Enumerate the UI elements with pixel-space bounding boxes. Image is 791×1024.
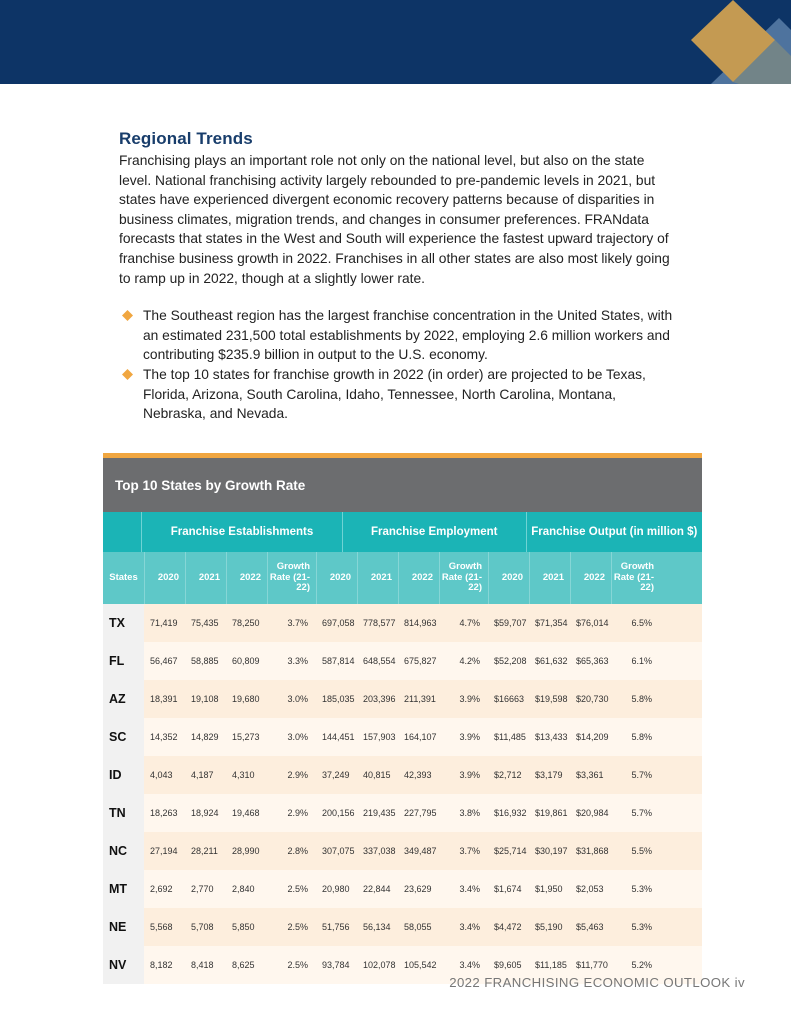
table-cell-value: 19,468 — [232, 808, 260, 818]
table-row — [103, 756, 702, 794]
table-cell-growth: 5.8% — [631, 732, 652, 742]
column-header-2021: 2021 — [529, 552, 570, 604]
table-row — [103, 870, 702, 908]
table-cell-value: $65,363 — [576, 656, 609, 666]
table-cell-value: 307,075 — [322, 846, 355, 856]
table-cell-value: 75,435 — [191, 618, 219, 628]
table-cell-value: $19,861 — [535, 808, 568, 818]
state-code: NC — [103, 832, 144, 870]
table-cell-value: 28,990 — [232, 846, 260, 856]
table-cell-growth: 5.7% — [631, 808, 652, 818]
table-cell-value: 58,055 — [404, 922, 432, 932]
state-code: NE — [103, 908, 144, 946]
table-cell-value: 18,391 — [150, 694, 178, 704]
table-title: Top 10 States by Growth Rate — [103, 458, 702, 512]
column-header-2020: 2020 — [488, 552, 529, 604]
table-cell-growth: 4.7% — [459, 618, 480, 628]
table-cell-growth: 3.7% — [459, 846, 480, 856]
table-cell-value: 814,963 — [404, 618, 437, 628]
table-cell-value: 164,107 — [404, 732, 437, 742]
table-cell-value: 200,156 — [322, 808, 355, 818]
table-cell-value: 203,396 — [363, 694, 396, 704]
table-cell-value: $59,707 — [494, 618, 527, 628]
state-code: MT — [103, 870, 144, 908]
table-cell-growth: 3.9% — [459, 770, 480, 780]
table-cell-growth: 4.2% — [459, 656, 480, 666]
table-row — [103, 642, 702, 680]
table-cell-value: 185,035 — [322, 694, 355, 704]
column-header-2021: 2021 — [357, 552, 398, 604]
state-code: FL — [103, 642, 144, 680]
growth-table — [103, 453, 702, 984]
bullet-text: The Southeast region has the largest franchise concentration in the United States, with an estimated 231,500 total establishments by 2022, employing 2.6 million workers and contributing $235.9 billion in output to the U.S. economy. — [143, 308, 673, 363]
table-cell-growth: 2.9% — [287, 808, 308, 818]
table-cell-growth: 3.9% — [459, 732, 480, 742]
table-cell-growth: 2.5% — [287, 922, 308, 932]
column-header-2020: 2020 — [144, 552, 185, 604]
table-cell-growth: 3.0% — [287, 732, 308, 742]
bullet-list — [119, 306, 679, 424]
table-cell-growth: 2.9% — [287, 770, 308, 780]
table-cell-value: 23,629 — [404, 884, 432, 894]
column-header-2022: 2022 — [570, 552, 611, 604]
table-cell-value: $14,209 — [576, 732, 609, 742]
intro-paragraph: Franchising plays an important role not only on the national level, but also on the state level. National franchising activity largely rebounded to pre-pandemic levels in 2021, but states have experienced divergent economic recovery patterns because of disparities in business climates, migration trends, and changes in consumer preferences. FRANdata forecasts that states in the West and South will experience the fastest upward trajectory of franchise business growth in 2022. Franchises in all other states are also most likely going to ramp up in 2022, though at a slightly lower rate. — [119, 153, 670, 286]
table-cell-growth: 5.8% — [631, 694, 652, 704]
bullet-item — [119, 306, 679, 365]
table-row — [103, 908, 702, 946]
table-cell-value: $4,472 — [494, 922, 522, 932]
table-cell-value: $1,950 — [535, 884, 563, 894]
table-cell-value: 2,692 — [150, 884, 173, 894]
column-header-2021: 2021 — [185, 552, 226, 604]
table-cell-value: 14,829 — [191, 732, 219, 742]
column-header-growth-rate: Growth Rate (21-22) — [267, 552, 316, 604]
table-cell-value: 14,352 — [150, 732, 178, 742]
table-cell-value: 2,770 — [191, 884, 214, 894]
table-cell-value: 22,844 — [363, 884, 391, 894]
table-cell-value: 60,809 — [232, 656, 260, 666]
table-cell-value: 93,784 — [322, 960, 350, 970]
table-cell-value: 8,182 — [150, 960, 173, 970]
table-cell-value: 58,885 — [191, 656, 219, 666]
article-body — [119, 128, 679, 424]
table-cell-value: $52,208 — [494, 656, 527, 666]
table-cell-value: 71,419 — [150, 618, 178, 628]
table-cell-growth: 6.1% — [631, 656, 652, 666]
table-cell-value: $61,632 — [535, 656, 568, 666]
diamond-decoration-icon — [621, 0, 791, 84]
table-cell-value: 102,078 — [363, 960, 396, 970]
table-cell-value: $25,714 — [494, 846, 527, 856]
table-cell-value: 648,554 — [363, 656, 396, 666]
table-cell-value: $9,605 — [494, 960, 522, 970]
state-code: AZ — [103, 680, 144, 718]
table-cell-growth: 3.9% — [459, 694, 480, 704]
table-cell-value: 697,058 — [322, 618, 355, 628]
table-cell-value: 20,980 — [322, 884, 350, 894]
table-cell-value: 227,795 — [404, 808, 437, 818]
table-cell-value: 5,568 — [150, 922, 173, 932]
column-header-2022: 2022 — [398, 552, 439, 604]
table-cell-value: $20,984 — [576, 808, 609, 818]
table-cell-value: 42,393 — [404, 770, 432, 780]
table-cell-value: 144,451 — [322, 732, 355, 742]
table-cell-growth: 3.8% — [459, 808, 480, 818]
table-cell-value: 337,038 — [363, 846, 396, 856]
table-cell-value: 18,924 — [191, 808, 219, 818]
section-title: Regional Trends — [119, 129, 253, 148]
state-code: SC — [103, 718, 144, 756]
table-cell-value: 5,708 — [191, 922, 214, 932]
table-cell-value: 40,815 — [363, 770, 391, 780]
table-cell-value: $16,932 — [494, 808, 527, 818]
table-cell-growth: 2.5% — [287, 884, 308, 894]
state-code: TN — [103, 794, 144, 832]
column-header-states: States — [109, 571, 138, 583]
group-header-row — [103, 512, 702, 552]
table-cell-value: $5,463 — [576, 922, 604, 932]
table-cell-value: $2,053 — [576, 884, 604, 894]
table-cell-growth: 3.0% — [287, 694, 308, 704]
table-cell-value: $3,361 — [576, 770, 604, 780]
table-cell-growth: 6.5% — [631, 618, 652, 628]
table-cell-growth: 3.4% — [459, 960, 480, 970]
table-cell-value: $2,712 — [494, 770, 522, 780]
table-cell-growth: 2.5% — [287, 960, 308, 970]
table-cell-value: 28,211 — [191, 846, 218, 856]
table-cell-value: 19,108 — [191, 694, 219, 704]
table-cell-value: $5,190 — [535, 922, 563, 932]
table-row — [103, 794, 702, 832]
table-cell-value: 56,134 — [363, 922, 391, 932]
table-cell-growth: 2.8% — [287, 846, 308, 856]
table-body — [103, 604, 702, 984]
table-cell-value: 37,249 — [322, 770, 350, 780]
table-row — [103, 604, 702, 642]
table-row — [103, 718, 702, 756]
diamond-bullet-icon — [122, 310, 133, 321]
table-cell-value: 105,542 — [404, 960, 437, 970]
table-cell-value: 4,187 — [191, 770, 214, 780]
table-cell-value: 157,903 — [363, 732, 396, 742]
column-header-2022: 2022 — [226, 552, 267, 604]
table-cell-value: 2,840 — [232, 884, 255, 894]
table-cell-value: $30,197 — [535, 846, 568, 856]
table-cell-value: $1,674 — [494, 884, 522, 894]
column-header-row — [103, 552, 702, 604]
table-cell-value: $13,433 — [535, 732, 568, 742]
table-cell-growth: 5.5% — [631, 846, 652, 856]
table-cell-value: 587,814 — [322, 656, 355, 666]
table-cell-growth: 3.4% — [459, 922, 480, 932]
table-cell-value: $20,730 — [576, 694, 609, 704]
table-cell-value: 27,194 — [150, 846, 178, 856]
table-cell-value: 211,391 — [404, 694, 436, 704]
top-banner — [0, 0, 791, 84]
table-cell-value: 219,435 — [363, 808, 396, 818]
bullet-text: The top 10 states for franchise growth in 2022 (in order) are projected to be Texas, Florida, Arizona, South Carolina, Idaho, Tennessee, North Carolina, Montana, Nebraska, and Nevada. — [143, 366, 646, 422]
table-cell-growth: 5.3% — [631, 884, 652, 894]
table-cell-value: 8,625 — [232, 960, 255, 970]
table-cell-value: 8,418 — [191, 960, 214, 970]
table-cell-value: 4,043 — [150, 770, 173, 780]
column-header-growth-rate: Growth Rate (21-22) — [439, 552, 488, 604]
table-cell-value: 4,310 — [232, 770, 255, 780]
table-cell-growth: 5.2% — [631, 960, 652, 970]
column-header-growth-rate: Growth Rate (21-22) — [611, 552, 660, 604]
table-cell-value: $11,770 — [576, 960, 608, 970]
table-cell-value: 19,680 — [232, 694, 260, 704]
table-cell-value: $3,179 — [535, 770, 563, 780]
table-cell-value: $16663 — [494, 694, 525, 704]
table-cell-value: 15,273 — [232, 732, 260, 742]
column-header-2020: 2020 — [316, 552, 357, 604]
table-cell-value: 56,467 — [150, 656, 178, 666]
diamond-bullet-icon — [122, 369, 133, 380]
table-cell-value: $11,485 — [494, 732, 526, 742]
bullet-item — [119, 365, 679, 424]
group-header-employment: Franchise Employment — [342, 512, 526, 552]
table-cell-value: $76,014 — [576, 618, 609, 628]
table-cell-growth: 3.3% — [287, 656, 308, 666]
group-header-blank — [103, 512, 141, 552]
table-cell-value: 675,827 — [404, 656, 437, 666]
table-cell-growth: 5.3% — [631, 922, 652, 932]
table-cell-growth: 3.4% — [459, 884, 480, 894]
page-footer: 2022 FRANCHISING ECONOMIC OUTLOOK iv — [449, 975, 745, 990]
table-cell-growth: 3.7% — [287, 618, 308, 628]
table-cell-value: $71,354 — [535, 618, 568, 628]
group-header-establishments: Franchise Establishments — [141, 512, 342, 552]
table-cell-value: 778,577 — [363, 618, 396, 628]
table-cell-value: $11,185 — [535, 960, 567, 970]
state-code: NV — [103, 946, 144, 984]
state-code: ID — [103, 756, 144, 794]
table-cell-value: 78,250 — [232, 618, 260, 628]
state-code: TX — [103, 604, 144, 642]
table-cell-value: 18,263 — [150, 808, 178, 818]
table-cell-value: 51,756 — [322, 922, 350, 932]
table-cell-growth: 5.7% — [631, 770, 652, 780]
table-row — [103, 680, 702, 718]
table-cell-value: $31,868 — [576, 846, 609, 856]
table-cell-value: 5,850 — [232, 922, 255, 932]
group-header-output: Franchise Output (in million $) — [526, 512, 702, 552]
table-cell-value: 349,487 — [404, 846, 437, 856]
table-row — [103, 832, 702, 870]
table-cell-value: $19,598 — [535, 694, 568, 704]
